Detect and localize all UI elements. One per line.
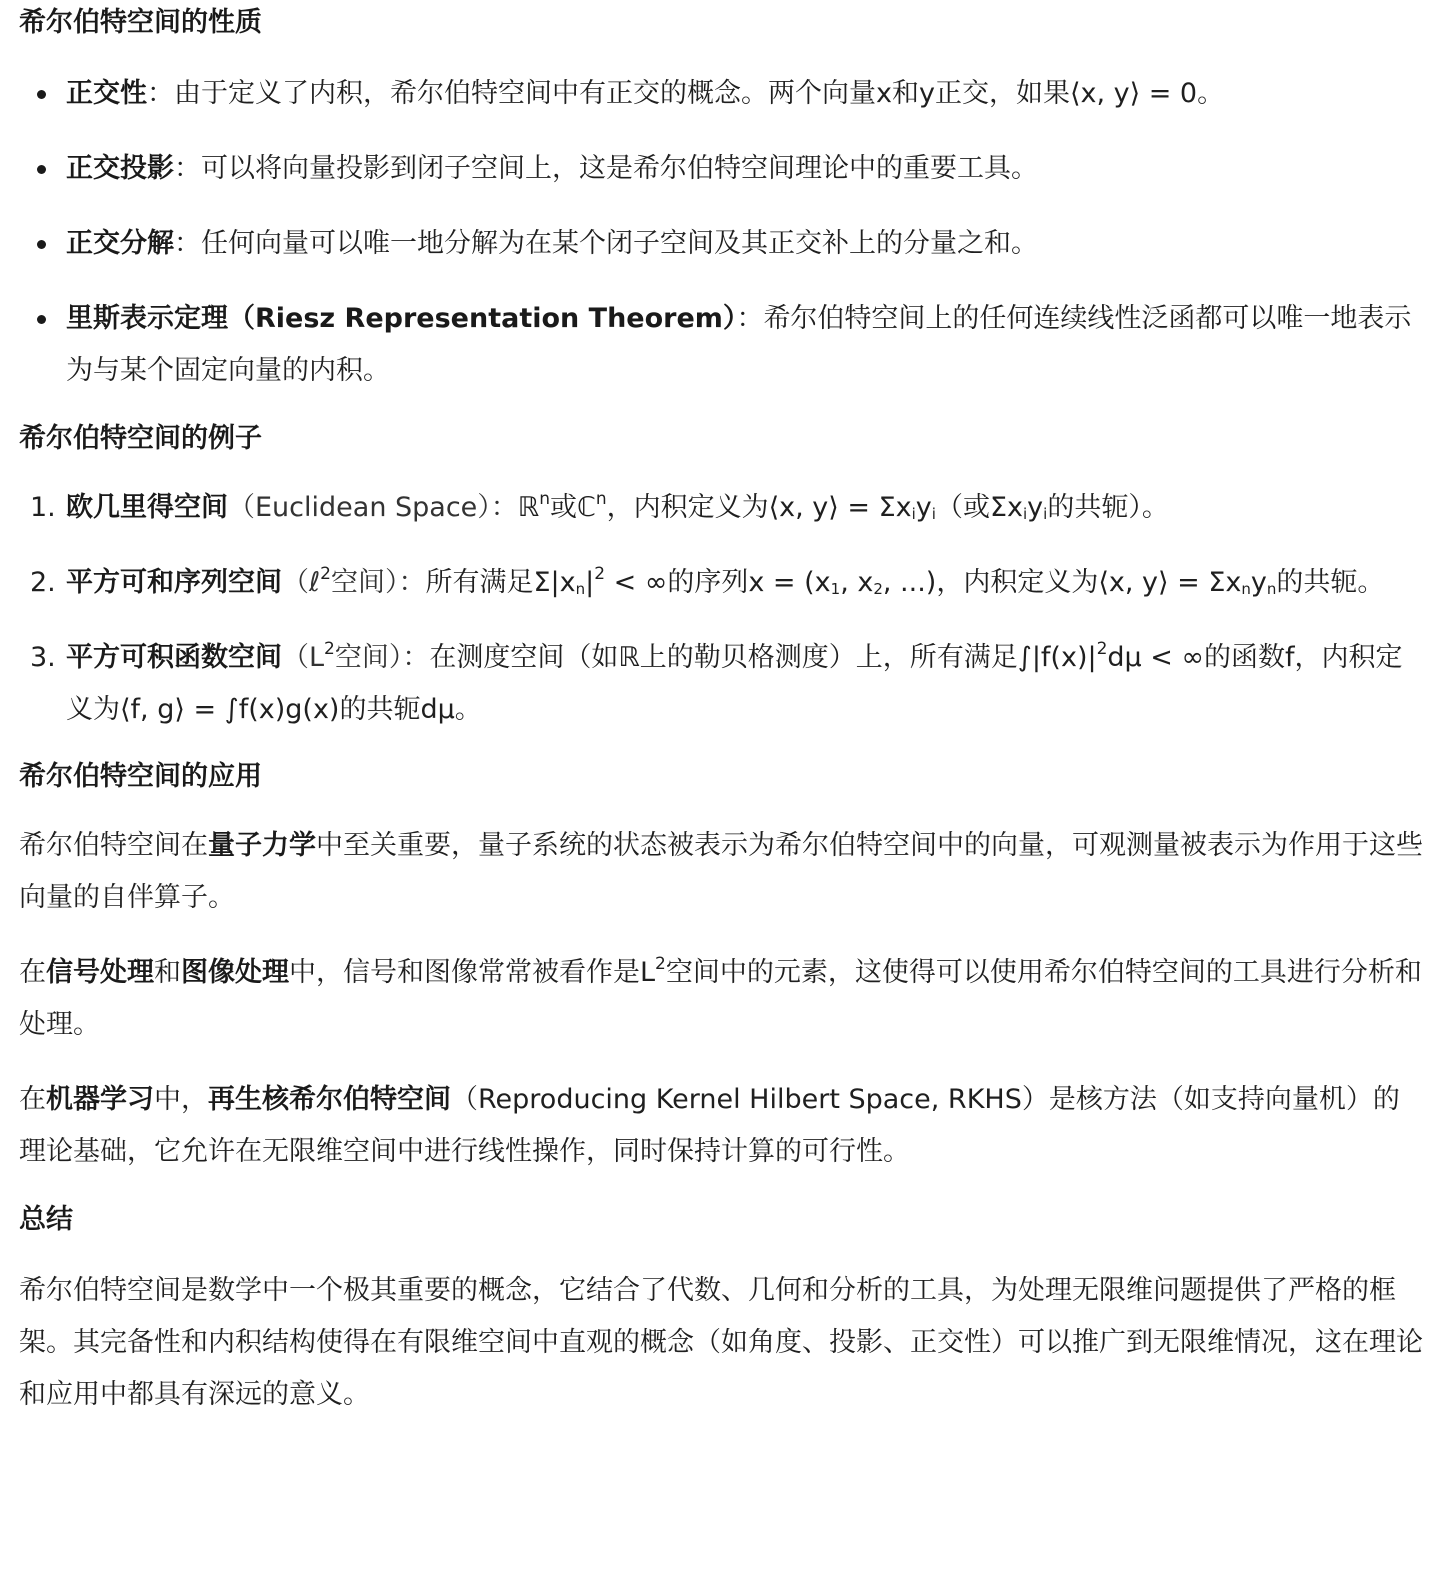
heading-properties: 希尔伯特空间的性质 — [19, 7, 262, 38]
list-item-sequence-space — [19, 557, 1424, 609]
term-paren: （Euclidean Space）： — [228, 492, 518, 523]
text-segment: 和 — [154, 957, 181, 988]
subscript: i — [931, 505, 936, 523]
text-segment: 中， — [154, 1084, 208, 1115]
term-paren: （ℓ — [282, 567, 321, 598]
term-orthogonality: 正交性 — [66, 78, 147, 109]
text-segment: 所有满足Σ|x — [425, 567, 576, 598]
term-riesz: 里斯表示定理（Riesz Representation Theorem） — [66, 303, 737, 334]
subscript: i — [911, 505, 916, 523]
paragraph-signal — [19, 947, 1424, 1051]
superscript: 2 — [320, 564, 331, 584]
superscript: 2 — [655, 954, 666, 974]
heading-summary: 总结 — [19, 1204, 73, 1235]
text-segment: ℝ — [517, 492, 540, 523]
item-text: 可以将向量投影到闭子空间上，这是希尔伯特空间理论中的重要工具。 — [201, 153, 1038, 184]
separator: ： — [736, 303, 764, 334]
subscript: n — [1266, 580, 1277, 598]
list-item-riesz — [19, 293, 1424, 397]
list-item-orthogonal-decomposition — [19, 218, 1424, 270]
text-segment: 的共轭。 — [1276, 567, 1385, 598]
list-item-function-space — [19, 632, 1424, 736]
list-item-orthogonality — [19, 68, 1424, 120]
term-euclidean: 欧几里得空间 — [66, 492, 228, 523]
superscript: n — [595, 489, 607, 509]
text-segment: , ...)，内积定义为⟨x, y⟩ = Σx — [882, 567, 1242, 598]
subscript: 2 — [873, 580, 883, 598]
term-image-processing: 图像处理 — [181, 957, 289, 988]
text-segment: 在 — [19, 1084, 46, 1115]
text-segment: 的共轭）。 — [1047, 492, 1169, 523]
text-segment: （Reproducing Kernel Hilbert Space, RKHS）是核方法（如支持向量机）的理论基础，它允许在无限维空间中进行线性操作，同时保持计算的可行性。 — [19, 1084, 1400, 1167]
text-segment: dμ < ∞的函数f，内积定义为⟨f, g⟩ = ∫f(x)g(x)的共轭dμ。 — [66, 642, 1403, 725]
item-text: 由于定义了内积，希尔伯特空间中有正交的概念。两个向量x和y正交，如果⟨x, y⟩ = 0。 — [174, 78, 1225, 109]
list-item-orthogonal-projection — [19, 143, 1424, 195]
paragraph-summary: 希尔伯特空间是数学中一个极其重要的概念，它结合了代数、几何和分析的工具，为处理无限维问题提供了严格的框架。其完备性和内积结构使得在有限维空间中直观的概念（如角度、投影、正交性）可以推广到无限维情况，这在理论和应用中都具有深远的意义。 — [19, 1275, 1423, 1410]
text-segment: 空间中的元素，这使得可以使用希尔伯特空间的工具进行分析和处理。 — [19, 957, 1422, 1040]
term-orthogonal-decomposition: 正交分解 — [66, 228, 174, 259]
text-segment: 在 — [19, 957, 46, 988]
term-paren: 空间）： — [334, 642, 430, 673]
text-segment: 希尔伯特空间在 — [19, 830, 208, 861]
separator: ： — [174, 153, 201, 184]
text-segment: ，内积定义为⟨x, y⟩ = Σx — [606, 492, 912, 523]
term-paren: （L — [282, 642, 325, 673]
separator: ： — [147, 78, 174, 109]
superscript: n — [539, 489, 550, 509]
item-text: 任何向量可以唯一地分解为在某个闭子空间及其正交补上的分量之和。 — [201, 228, 1038, 259]
text-segment: （或Σx — [935, 492, 1023, 523]
subscript: n — [575, 580, 586, 598]
list-item-euclidean — [19, 482, 1424, 534]
heading-applications: 希尔伯特空间的应用 — [19, 761, 262, 792]
term-quantum-mechanics: 量子力学 — [208, 830, 316, 861]
term-signal-processing: 信号处理 — [46, 957, 154, 988]
text-segment: 或ℂ — [549, 492, 596, 523]
term-paren: 空间）： — [330, 567, 426, 598]
paragraph-ml — [19, 1074, 1424, 1178]
superscript: 2 — [1096, 639, 1108, 659]
properties-list — [19, 68, 1424, 397]
list-number: 1. — [30, 492, 56, 523]
item-text: 希尔伯特空间上的任何连续线性泛函都可以唯一地表示为与某个固定向量的内积。 — [66, 303, 1412, 386]
heading-examples: 希尔伯特空间的例子 — [19, 423, 262, 454]
text-segment: y — [915, 492, 932, 523]
subscript: i — [1043, 505, 1048, 523]
text-segment: 在测度空间（如ℝ上的勒贝格测度）上，所有满足∫|f(x)| — [429, 642, 1097, 673]
text-segment: | — [585, 567, 595, 598]
text-segment: 中，信号和图像常常被看作是L — [289, 957, 656, 988]
term-orthogonal-projection: 正交投影 — [66, 153, 174, 184]
text-segment: y — [1250, 567, 1267, 598]
list-number: 3. — [30, 642, 56, 673]
term-machine-learning: 机器学习 — [46, 1084, 154, 1115]
term-rkhs: 再生核希尔伯特空间 — [208, 1084, 451, 1115]
text-segment: 中至关重要，量子系统的状态被表示为希尔伯特空间中的向量，可观测量被表示为作用于这些向量的自伴算子。 — [19, 830, 1423, 913]
term-sequence-space: 平方可和序列空间 — [66, 567, 282, 598]
text-segment: , x — [840, 567, 874, 598]
superscript: 2 — [594, 564, 606, 584]
subscript: i — [1023, 505, 1028, 523]
subscript: 1 — [830, 580, 841, 598]
paragraph-quantum — [19, 820, 1424, 924]
examples-list — [19, 482, 1424, 736]
term-function-space: 平方可积函数空间 — [66, 642, 282, 673]
superscript: 2 — [324, 639, 335, 659]
text-segment: < ∞的序列x = (x — [605, 567, 831, 598]
subscript: n — [1241, 580, 1251, 598]
text-segment: y — [1027, 492, 1044, 523]
list-number: 2. — [30, 567, 56, 598]
separator: ： — [174, 228, 201, 259]
